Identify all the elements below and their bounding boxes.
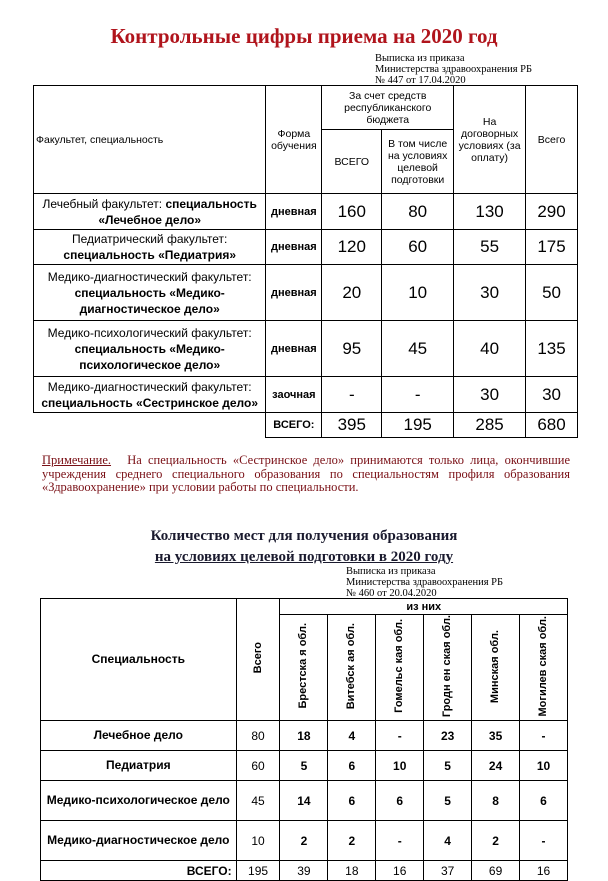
target-count: 45 xyxy=(382,321,454,377)
contract-count: 30 xyxy=(454,265,526,321)
region-total: 16 xyxy=(520,861,568,881)
region-count: - xyxy=(520,821,568,861)
total-count: 50 xyxy=(526,265,578,321)
faculty-name: Медико-диагностический факультет: xyxy=(47,269,252,284)
region-count: - xyxy=(376,821,424,861)
order-reference-2 xyxy=(346,566,503,599)
contract-total: 285 xyxy=(454,413,526,438)
table-row xyxy=(34,265,578,321)
target-count: 10 xyxy=(382,265,454,321)
region-count: 6 xyxy=(328,781,376,821)
totals-row xyxy=(41,861,568,881)
region-count: - xyxy=(376,721,424,751)
region-count: 6 xyxy=(520,781,568,821)
faculty-name: Лечебный факультет: xyxy=(42,196,163,211)
empty-cell xyxy=(34,413,266,438)
header-budget-target: В том числе на условиях целевой подготовки xyxy=(382,130,454,194)
specialty-name: Медико-психологическое дело xyxy=(41,781,237,821)
section-title xyxy=(0,526,608,568)
header-of-them: из них xyxy=(280,599,568,615)
page-title: Контрольные цифры приема на 2020 год xyxy=(110,24,498,48)
specialty-name: Педиатрия xyxy=(41,751,237,781)
header-budget: За счет средств республиканского бюджета xyxy=(322,86,454,130)
budget-count: 120 xyxy=(322,230,382,265)
region-total: 16 xyxy=(376,861,424,881)
header-total: Всего xyxy=(526,86,578,194)
region-count: - xyxy=(520,721,568,751)
contract-count: 55 xyxy=(454,230,526,265)
total-count: 80 xyxy=(236,721,280,751)
contract-count: 130 xyxy=(454,194,526,230)
targeted-places-table xyxy=(40,598,568,881)
grand-total: 680 xyxy=(526,413,578,438)
faculty-cell xyxy=(34,265,266,321)
contract-count: 30 xyxy=(454,377,526,413)
region-count: 2 xyxy=(280,821,328,861)
specialty-name: специальность «Медико-диагностическое дело» xyxy=(74,285,225,316)
region-count: 35 xyxy=(472,721,520,751)
table-row xyxy=(41,781,568,821)
region-count: 4 xyxy=(424,821,472,861)
faculty-cell xyxy=(34,230,266,265)
region-count: 5 xyxy=(280,751,328,781)
header-region: Могилев ская обл. xyxy=(520,615,568,721)
header-form: Форма обучения xyxy=(266,86,322,194)
total-count: 30 xyxy=(526,377,578,413)
table-row xyxy=(34,321,578,377)
total-count: 45 xyxy=(236,781,280,821)
faculty-name: Педиатрический факультет: xyxy=(72,232,228,246)
budget-total: 395 xyxy=(322,413,382,438)
region-count: 5 xyxy=(424,781,472,821)
specialty-name: Лечебное дело xyxy=(41,721,237,751)
table-row xyxy=(41,751,568,781)
totals-row xyxy=(34,413,578,438)
note-label: Примечание. xyxy=(42,453,112,467)
header-region: Гродн ен ская обл. xyxy=(424,615,472,721)
header-specialty: Специальность xyxy=(41,599,237,721)
budget-count: 95 xyxy=(322,321,382,377)
study-form: дневная xyxy=(266,321,322,377)
header-contract: На договорных условиях (за оплату) xyxy=(454,86,526,194)
faculty-cell xyxy=(34,377,266,413)
ref-line: Министерства здравоохранения РБ xyxy=(346,577,504,588)
faculty-cell xyxy=(34,321,266,377)
total-count: 10 xyxy=(236,821,280,861)
study-form: заочная xyxy=(266,377,322,413)
totals-label: ВСЕГО: xyxy=(41,861,237,881)
region-count: 23 xyxy=(424,721,472,751)
region-count: 10 xyxy=(376,751,424,781)
specialty-name: Медико-диагностическое дело xyxy=(41,821,237,861)
total-count: 135 xyxy=(526,321,578,377)
header-region: Витебск ая обл. xyxy=(328,615,376,721)
header-region: Гомельс кая обл. xyxy=(376,615,424,721)
region-count: 10 xyxy=(520,751,568,781)
ref-line: № 447 от 17.04.2020 xyxy=(375,75,466,86)
table-row xyxy=(41,721,568,751)
target-count: 60 xyxy=(382,230,454,265)
total-count: 60 xyxy=(236,751,280,781)
specialty-name: специальность «Сестринское дело» xyxy=(41,395,259,410)
total-count: 290 xyxy=(526,194,578,230)
ref-line: № 460 от 20.04.2020 xyxy=(346,588,437,599)
region-count: 5 xyxy=(424,751,472,781)
study-form: дневная xyxy=(266,194,322,230)
faculty-name: Медико-диагностический факультет: xyxy=(47,379,252,394)
region-count: 2 xyxy=(328,821,376,861)
region-count: 6 xyxy=(376,781,424,821)
specialty-name: специальность «Педиатрия» xyxy=(63,248,236,262)
header-region: Минская обл. xyxy=(472,615,520,721)
specialty-name: специальность «Медико-психологическое дело» xyxy=(74,341,225,372)
study-form: дневная xyxy=(266,230,322,265)
region-count: 14 xyxy=(280,781,328,821)
note-text: На специальность «Сестринское дело» принимаются только лица, окончившие учреждения среднего специального образования по специальностям профиля образования «Здравоохранение» при условии работы по специальности. xyxy=(42,453,570,494)
specialty-name: специальность «Лечебное дело» xyxy=(98,196,257,227)
target-count: 80 xyxy=(382,194,454,230)
ref-line: Министерства здравоохранения РБ xyxy=(375,64,533,75)
ref-line: Выписка из приказа xyxy=(375,53,465,64)
grand-total: 195 xyxy=(236,861,280,881)
note xyxy=(42,454,570,495)
region-total: 69 xyxy=(472,861,520,881)
region-total: 39 xyxy=(280,861,328,881)
target-total: 195 xyxy=(382,413,454,438)
header-faculty: Факультет, специальность xyxy=(34,86,266,194)
table-row xyxy=(34,194,578,230)
region-count: 8 xyxy=(472,781,520,821)
ref-line: Выписка из приказа xyxy=(346,566,436,577)
target-count: - xyxy=(382,377,454,413)
region-count: 18 xyxy=(280,721,328,751)
table-row xyxy=(34,230,578,265)
table-row xyxy=(34,377,578,413)
section-title-line: Количество мест для получения образования xyxy=(150,528,458,544)
faculty-cell xyxy=(34,194,266,230)
region-count: 2 xyxy=(472,821,520,861)
total-count: 175 xyxy=(526,230,578,265)
header-total: Всего xyxy=(236,599,280,721)
budget-count: 160 xyxy=(322,194,382,230)
admission-quota-table xyxy=(33,85,578,438)
region-total: 18 xyxy=(328,861,376,881)
region-total: 37 xyxy=(424,861,472,881)
study-form: дневная xyxy=(266,265,322,321)
table-row xyxy=(41,821,568,861)
header-region: Брестска я обл. xyxy=(280,615,328,721)
budget-count: - xyxy=(322,377,382,413)
header-budget-total: ВСЕГО xyxy=(322,130,382,194)
budget-count: 20 xyxy=(322,265,382,321)
totals-label: ВСЕГО: xyxy=(266,413,322,438)
faculty-name: Медико-психологический факультет: xyxy=(47,325,252,340)
region-count: 4 xyxy=(328,721,376,751)
section-title-line: на условиях целевой подготовки в 2020 году xyxy=(154,549,454,565)
region-count: 6 xyxy=(328,751,376,781)
order-reference-1 xyxy=(375,53,532,86)
contract-count: 40 xyxy=(454,321,526,377)
region-count: 24 xyxy=(472,751,520,781)
